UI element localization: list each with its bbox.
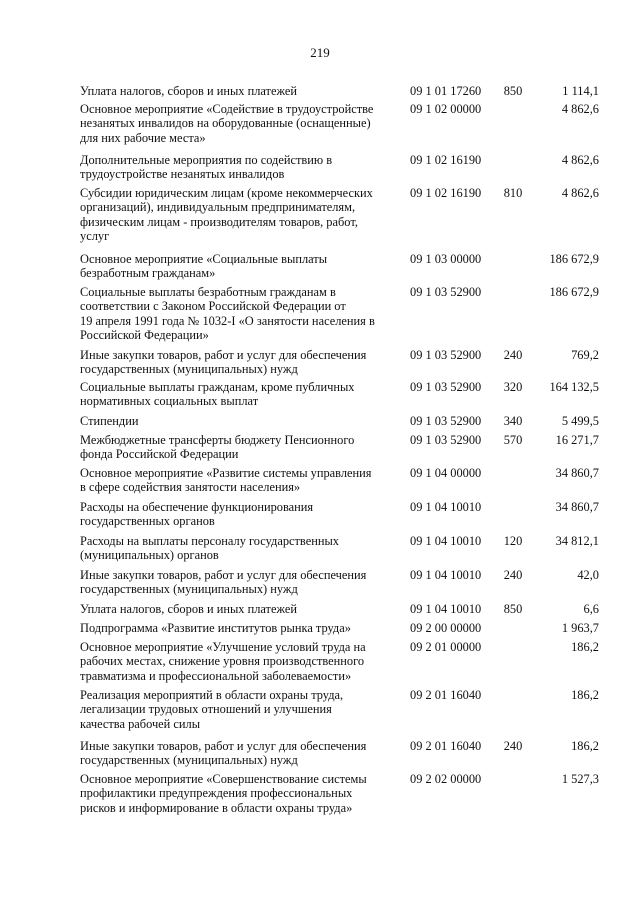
- item-amount: 186,2: [571, 739, 599, 753]
- item-amount: 4 862,6: [561, 186, 599, 200]
- item-code: 09 1 04 10010: [410, 534, 482, 548]
- item-name: Уплата налогов, сборов и иных платежей: [80, 602, 298, 616]
- item-code: 09 1 03 52900: [410, 433, 482, 447]
- item-name: Основное мероприятие «Улучшение условий труда на рабочих местах, снижение уровня производственного травматизма и профессиональной заболеваемости»: [80, 640, 366, 683]
- item-code: 09 1 03 52900: [410, 380, 482, 394]
- expense-type-code: 850: [503, 602, 523, 616]
- item-amount: 186,2: [571, 640, 599, 654]
- item-code: 09 1 02 16190: [410, 153, 482, 167]
- item-amount: 769,2: [571, 348, 599, 362]
- item-code: 09 1 03 52900: [410, 414, 482, 428]
- item-code: 09 1 03 52900: [410, 285, 482, 299]
- item-code: 09 2 01 00000: [410, 640, 482, 654]
- item-amount: 34 860,7: [555, 500, 599, 514]
- item-amount: 4 862,6: [561, 153, 599, 167]
- item-code: 09 1 04 10010: [410, 568, 482, 582]
- expense-type-code: 850: [503, 84, 523, 98]
- item-name: Основное мероприятие «Совершенствование системы профилактики предупреждения профессиональных рисков и информирование в области охраны труда»: [80, 772, 367, 815]
- item-code: 09 2 02 00000: [410, 772, 482, 786]
- expense-type-code: 240: [503, 348, 523, 362]
- item-name: Субсидии юридическим лицам (кроме некоммерческих организаций), индивидуальным предпринимателям, физическим лицам - производителям товаров, работ, услуг: [80, 186, 373, 243]
- item-code: 09 1 02 16190: [410, 186, 482, 200]
- item-amount: 42,0: [577, 568, 599, 582]
- item-amount: 1 527,3: [561, 772, 599, 786]
- expense-type-code: 240: [503, 739, 523, 753]
- item-amount: 34 812,1: [555, 534, 599, 548]
- item-name: Уплата налогов, сборов и иных платежей: [80, 84, 298, 98]
- item-amount: 186 672,9: [549, 252, 599, 266]
- item-name: Иные закупки товаров, работ и услуг для обеспечения государственных (муниципальных) нужд: [80, 348, 367, 377]
- item-amount: 6,6: [583, 602, 599, 616]
- item-code: 09 1 04 10010: [410, 602, 482, 616]
- item-name: Подпрограмма «Развитие институтов рынка труда»: [80, 621, 351, 635]
- item-code: 09 1 03 52900: [410, 348, 482, 362]
- item-amount: 1 963,7: [561, 621, 599, 635]
- item-name: Социальные выплаты гражданам, кроме публичных нормативных социальных выплат: [80, 380, 355, 409]
- item-name: Межбюджетные трансферты бюджету Пенсионного фонда Российской Федерации: [80, 433, 355, 462]
- item-code: 09 1 03 00000: [410, 252, 482, 266]
- item-name: Основное мероприятие «Социальные выплаты безработным гражданам»: [80, 252, 328, 281]
- item-code: 09 1 04 10010: [410, 500, 482, 514]
- expense-type-code: 320: [503, 380, 523, 394]
- item-code: 09 2 01 16040: [410, 739, 482, 753]
- page-number: 219: [310, 45, 330, 60]
- item-code: 09 2 01 16040: [410, 688, 482, 702]
- item-code: 09 1 01 17260: [410, 84, 482, 98]
- item-name: Иные закупки товаров, работ и услуг для обеспечения государственных (муниципальных) нужд: [80, 568, 367, 597]
- item-amount: 4 862,6: [561, 102, 599, 116]
- item-code: 09 1 04 00000: [410, 466, 482, 480]
- item-name: Основное мероприятие «Содействие в трудоустройстве незанятых инвалидов на оборудованные (оснащенные) для них рабочие места»: [80, 102, 374, 145]
- item-code: 09 2 00 00000: [410, 621, 482, 635]
- item-amount: 34 860,7: [555, 466, 599, 480]
- expense-type-code: 120: [503, 534, 523, 548]
- item-name: Основное мероприятие «Развитие системы управления в сфере содействия занятости населения»: [80, 466, 372, 495]
- item-amount: 186,2: [571, 688, 599, 702]
- expense-type-code: 240: [503, 568, 523, 582]
- item-name: Расходы на выплаты персоналу государственных (муниципальных) органов: [80, 534, 339, 563]
- item-amount: 164 132,5: [549, 380, 599, 394]
- item-amount: 1 114,1: [562, 84, 599, 98]
- expense-type-code: 340: [503, 414, 523, 428]
- item-name: Дополнительные мероприятия по содействию в трудоустройстве незанятых инвалидов: [80, 153, 333, 182]
- item-name: Социальные выплаты безработным гражданам в соответствии с Законом Российской Федерации от 19 апреля 1991 года № 1032-I «О занятости населения в Российской Федерации»: [80, 285, 375, 342]
- item-amount: 186 672,9: [549, 285, 599, 299]
- item-name: Иные закупки товаров, работ и услуг для обеспечения государственных (муниципальных) нужд: [80, 739, 367, 768]
- item-amount: 16 271,7: [555, 433, 599, 447]
- item-name: Реализация мероприятий в области охраны труда, легализации трудовых отношений и улучшения качества рабочей силы: [80, 688, 344, 731]
- item-amount: 5 499,5: [561, 414, 599, 428]
- item-code: 09 1 02 00000: [410, 102, 482, 116]
- item-name: Расходы на обеспечение функционирования государственных органов: [80, 500, 314, 529]
- expense-type-code: 570: [503, 433, 523, 447]
- expense-type-code: 810: [503, 186, 523, 200]
- item-name: Стипендии: [80, 414, 139, 428]
